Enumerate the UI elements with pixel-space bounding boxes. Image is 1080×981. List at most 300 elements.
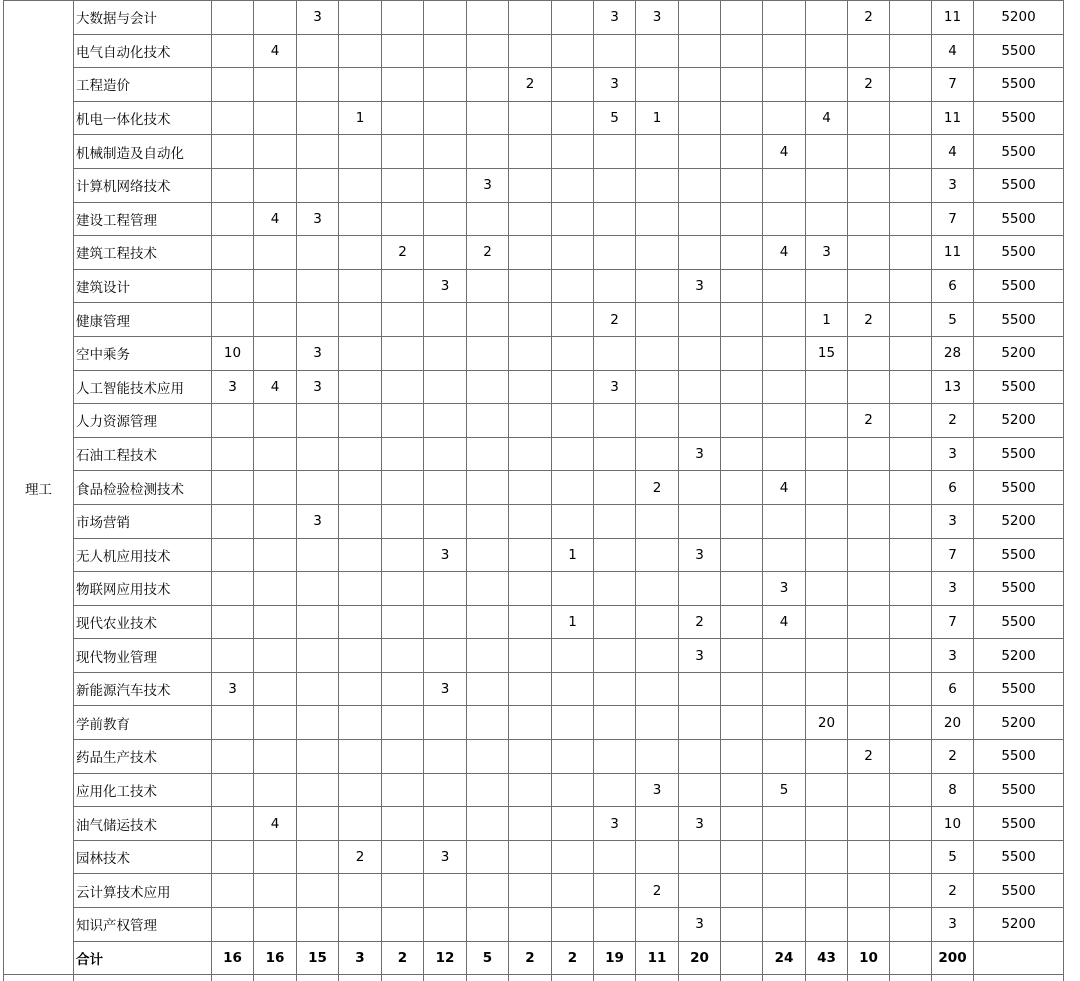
count-cell	[679, 706, 721, 740]
count-cell	[552, 672, 594, 706]
empty-cell	[721, 975, 763, 981]
count-cell: 15	[806, 336, 848, 370]
count-cell: 4	[254, 202, 297, 236]
count-cell	[212, 504, 254, 538]
count-cell	[721, 672, 763, 706]
count-cell	[382, 706, 424, 740]
table-row	[4, 471, 1064, 505]
count-cell	[848, 437, 890, 471]
tuition-cell: 5500	[974, 236, 1064, 270]
count-cell	[254, 404, 297, 438]
row-total-cell: 5	[932, 303, 974, 337]
tuition-cell: 5500	[974, 874, 1064, 908]
count-cell	[382, 908, 424, 942]
count-cell	[254, 504, 297, 538]
count-cell	[297, 639, 339, 673]
count-cell	[509, 101, 552, 135]
table-row	[4, 538, 1064, 572]
count-cell	[382, 572, 424, 606]
count-cell	[636, 68, 679, 102]
table-row	[4, 773, 1064, 807]
count-cell	[509, 672, 552, 706]
count-cell	[848, 504, 890, 538]
count-cell	[679, 504, 721, 538]
count-cell: 10	[212, 336, 254, 370]
count-cell	[890, 303, 932, 337]
count-cell	[679, 202, 721, 236]
count-cell	[212, 908, 254, 942]
tuition-cell: 5500	[974, 101, 1064, 135]
count-cell: 4	[254, 34, 297, 68]
count-cell	[552, 336, 594, 370]
total-count-cell: 3	[339, 941, 382, 975]
count-cell	[763, 303, 806, 337]
table-row	[4, 874, 1064, 908]
count-cell	[890, 101, 932, 135]
total-count-cell: 20	[679, 941, 721, 975]
total-count-cell: 11	[636, 941, 679, 975]
count-cell	[467, 135, 509, 169]
tuition-cell: 5500	[974, 68, 1064, 102]
table-row	[4, 908, 1064, 942]
count-cell	[848, 236, 890, 270]
count-cell	[339, 34, 382, 68]
count-cell	[467, 672, 509, 706]
count-cell	[636, 135, 679, 169]
count-cell	[212, 236, 254, 270]
count-cell	[721, 269, 763, 303]
count-cell	[763, 437, 806, 471]
count-cell	[297, 740, 339, 774]
count-cell	[382, 101, 424, 135]
count-cell	[890, 840, 932, 874]
total-count-cell: 24	[763, 941, 806, 975]
count-cell	[467, 1, 509, 35]
count-cell	[212, 135, 254, 169]
count-cell	[424, 370, 467, 404]
count-cell: 3	[594, 1, 636, 35]
tuition-cell: 5500	[974, 840, 1064, 874]
count-cell	[890, 874, 932, 908]
count-cell	[806, 370, 848, 404]
table-row	[4, 740, 1064, 774]
count-cell: 1	[552, 538, 594, 572]
count-cell	[212, 538, 254, 572]
count-cell	[212, 605, 254, 639]
count-cell	[806, 572, 848, 606]
tuition-cell: 5500	[974, 605, 1064, 639]
count-cell	[890, 572, 932, 606]
count-cell	[721, 101, 763, 135]
count-cell	[467, 68, 509, 102]
count-cell	[721, 908, 763, 942]
row-total-cell: 2	[932, 404, 974, 438]
count-cell	[594, 908, 636, 942]
count-cell	[594, 437, 636, 471]
count-cell	[763, 269, 806, 303]
count-cell	[763, 807, 806, 841]
major-name-cell: 建设工程管理	[74, 202, 212, 236]
count-cell	[636, 572, 679, 606]
count-cell	[467, 807, 509, 841]
count-cell	[721, 572, 763, 606]
count-cell	[721, 68, 763, 102]
row-total-cell: 3	[932, 168, 974, 202]
row-total-cell: 3	[932, 639, 974, 673]
total-count-cell	[890, 941, 932, 975]
category-cell: 理工	[4, 1, 74, 975]
count-cell	[890, 538, 932, 572]
count-cell	[467, 874, 509, 908]
count-cell: 1	[339, 101, 382, 135]
count-cell	[509, 840, 552, 874]
count-cell	[890, 336, 932, 370]
count-cell: 3	[679, 639, 721, 673]
count-cell	[636, 168, 679, 202]
row-total-cell: 10	[932, 807, 974, 841]
major-name-cell: 药品生产技术	[74, 740, 212, 774]
count-cell: 3	[297, 370, 339, 404]
empty-cell	[890, 975, 932, 981]
count-cell	[212, 572, 254, 606]
count-cell	[254, 840, 297, 874]
count-cell	[339, 1, 382, 35]
total-count-cell: 10	[848, 941, 890, 975]
count-cell	[254, 639, 297, 673]
count-cell	[254, 336, 297, 370]
count-cell	[339, 639, 382, 673]
count-cell	[339, 504, 382, 538]
count-cell	[254, 236, 297, 270]
major-name-cell: 计算机网络技术	[74, 168, 212, 202]
count-cell	[679, 572, 721, 606]
count-cell	[594, 168, 636, 202]
major-name-cell: 食品检验检测技术	[74, 471, 212, 505]
count-cell	[424, 773, 467, 807]
count-cell	[763, 404, 806, 438]
count-cell	[552, 202, 594, 236]
tuition-cell: 5500	[974, 807, 1064, 841]
empty-cell	[552, 975, 594, 981]
count-cell	[806, 840, 848, 874]
count-cell: 3	[763, 572, 806, 606]
empty-cell	[74, 975, 212, 981]
count-cell	[848, 538, 890, 572]
count-cell	[594, 706, 636, 740]
count-cell	[763, 68, 806, 102]
empty-cell	[974, 975, 1064, 981]
major-name-cell: 知识产权管理	[74, 908, 212, 942]
count-cell	[339, 908, 382, 942]
table-row	[4, 504, 1064, 538]
tuition-cell: 5500	[974, 773, 1064, 807]
count-cell	[763, 840, 806, 874]
tuition-cell: 5500	[974, 202, 1064, 236]
count-cell	[848, 572, 890, 606]
count-cell	[297, 168, 339, 202]
count-cell: 2	[636, 874, 679, 908]
count-cell	[552, 437, 594, 471]
count-cell	[254, 135, 297, 169]
count-cell	[806, 504, 848, 538]
count-cell	[382, 135, 424, 169]
table-row	[4, 236, 1064, 270]
table-row	[4, 303, 1064, 337]
count-cell	[806, 168, 848, 202]
count-cell	[890, 504, 932, 538]
count-cell	[721, 437, 763, 471]
tuition-cell: 5500	[974, 538, 1064, 572]
major-name-cell: 应用化工技术	[74, 773, 212, 807]
count-cell	[679, 303, 721, 337]
major-name-cell: 健康管理	[74, 303, 212, 337]
tuition-cell: 5500	[974, 370, 1064, 404]
table-row	[4, 706, 1064, 740]
count-cell	[297, 605, 339, 639]
row-total-cell: 8	[932, 773, 974, 807]
count-cell	[424, 68, 467, 102]
count-cell	[212, 202, 254, 236]
count-cell	[382, 370, 424, 404]
count-cell: 3	[297, 1, 339, 35]
total-count-cell	[974, 941, 1064, 975]
empty-cell	[382, 975, 424, 981]
row-total-cell: 4	[932, 34, 974, 68]
count-cell	[636, 706, 679, 740]
count-cell	[890, 437, 932, 471]
table-row	[4, 34, 1064, 68]
count-cell	[254, 874, 297, 908]
table-row	[4, 572, 1064, 606]
count-cell	[806, 538, 848, 572]
count-cell	[509, 336, 552, 370]
count-cell	[679, 1, 721, 35]
count-cell	[382, 605, 424, 639]
count-cell: 3	[297, 336, 339, 370]
count-cell: 4	[254, 370, 297, 404]
count-cell	[806, 807, 848, 841]
total-count-cell: 19	[594, 941, 636, 975]
count-cell	[721, 135, 763, 169]
tuition-cell: 5500	[974, 672, 1064, 706]
count-cell	[382, 336, 424, 370]
count-cell	[509, 471, 552, 505]
count-cell	[763, 639, 806, 673]
count-cell	[721, 874, 763, 908]
row-total-cell: 11	[932, 101, 974, 135]
count-cell	[467, 404, 509, 438]
count-cell	[848, 101, 890, 135]
count-cell	[679, 874, 721, 908]
count-cell	[552, 471, 594, 505]
count-cell	[636, 840, 679, 874]
count-cell	[509, 538, 552, 572]
count-cell	[382, 269, 424, 303]
count-cell: 3	[297, 202, 339, 236]
major-name-cell: 云计算技术应用	[74, 874, 212, 908]
count-cell	[636, 303, 679, 337]
count-cell: 3	[806, 236, 848, 270]
count-cell	[763, 874, 806, 908]
count-cell	[467, 706, 509, 740]
count-cell: 3	[679, 538, 721, 572]
total-label-cell: 合计	[74, 941, 212, 975]
count-cell: 5	[763, 773, 806, 807]
major-name-cell: 建筑设计	[74, 269, 212, 303]
count-cell: 2	[594, 303, 636, 337]
row-total-cell: 11	[932, 1, 974, 35]
count-cell	[297, 34, 339, 68]
count-cell	[467, 269, 509, 303]
count-cell	[212, 807, 254, 841]
count-cell	[212, 68, 254, 102]
count-cell	[890, 605, 932, 639]
count-cell	[806, 874, 848, 908]
count-cell	[424, 303, 467, 337]
count-cell	[212, 269, 254, 303]
row-total-cell: 7	[932, 605, 974, 639]
count-cell	[594, 605, 636, 639]
count-cell	[636, 404, 679, 438]
count-cell	[382, 68, 424, 102]
count-cell: 3	[212, 370, 254, 404]
tuition-cell: 5500	[974, 572, 1064, 606]
count-cell	[890, 471, 932, 505]
count-cell	[339, 706, 382, 740]
count-cell	[721, 471, 763, 505]
count-cell	[848, 672, 890, 706]
count-cell: 4	[763, 605, 806, 639]
empty-cell	[297, 975, 339, 981]
row-total-cell: 3	[932, 437, 974, 471]
empty-cell	[212, 975, 254, 981]
count-cell	[212, 303, 254, 337]
count-cell	[254, 672, 297, 706]
count-cell	[297, 807, 339, 841]
count-cell	[763, 538, 806, 572]
count-cell	[467, 101, 509, 135]
count-cell	[467, 437, 509, 471]
count-cell	[297, 404, 339, 438]
table-row	[4, 605, 1064, 639]
count-cell	[297, 437, 339, 471]
count-cell	[636, 269, 679, 303]
row-total-cell: 6	[932, 269, 974, 303]
count-cell	[890, 202, 932, 236]
count-cell	[297, 908, 339, 942]
empty-cell	[424, 975, 467, 981]
count-cell	[679, 135, 721, 169]
count-cell	[424, 504, 467, 538]
count-cell	[721, 504, 763, 538]
count-cell	[339, 135, 382, 169]
count-cell: 3	[679, 437, 721, 471]
count-cell	[382, 34, 424, 68]
major-name-cell: 物联网应用技术	[74, 572, 212, 606]
count-cell	[806, 639, 848, 673]
count-cell: 2	[848, 404, 890, 438]
count-cell	[594, 34, 636, 68]
count-cell	[594, 538, 636, 572]
row-total-cell: 6	[932, 471, 974, 505]
count-cell	[806, 1, 848, 35]
count-cell	[212, 740, 254, 774]
table-row	[4, 437, 1064, 471]
tuition-cell: 5500	[974, 437, 1064, 471]
count-cell	[594, 269, 636, 303]
count-cell	[594, 404, 636, 438]
row-total-cell: 28	[932, 336, 974, 370]
row-total-cell: 7	[932, 68, 974, 102]
count-cell	[297, 773, 339, 807]
count-cell	[721, 303, 763, 337]
major-name-cell: 园林技术	[74, 840, 212, 874]
count-cell	[552, 773, 594, 807]
count-cell	[721, 639, 763, 673]
empty-cell	[339, 975, 382, 981]
tuition-cell: 5200	[974, 908, 1064, 942]
count-cell	[636, 538, 679, 572]
count-cell: 3	[297, 504, 339, 538]
count-cell	[848, 34, 890, 68]
count-cell	[509, 773, 552, 807]
major-name-cell: 机械制造及自动化	[74, 135, 212, 169]
table-row	[4, 202, 1064, 236]
count-cell	[636, 504, 679, 538]
count-cell	[848, 706, 890, 740]
table-row	[4, 168, 1064, 202]
empty-cell	[636, 975, 679, 981]
count-cell	[721, 34, 763, 68]
count-cell	[382, 504, 424, 538]
empty-cell	[509, 975, 552, 981]
count-cell	[254, 471, 297, 505]
count-cell	[679, 672, 721, 706]
count-cell	[890, 773, 932, 807]
count-cell	[848, 471, 890, 505]
count-cell	[552, 874, 594, 908]
count-cell	[424, 908, 467, 942]
count-cell	[339, 303, 382, 337]
count-cell	[509, 34, 552, 68]
count-cell	[382, 538, 424, 572]
count-cell	[679, 168, 721, 202]
empty-cell	[467, 975, 509, 981]
empty-cell	[594, 975, 636, 981]
major-name-cell: 大数据与会计	[74, 1, 212, 35]
count-cell	[467, 538, 509, 572]
empty-cell	[254, 975, 297, 981]
count-cell	[339, 572, 382, 606]
count-cell	[297, 236, 339, 270]
count-cell: 3	[212, 672, 254, 706]
count-cell	[297, 672, 339, 706]
count-cell	[467, 773, 509, 807]
count-cell	[636, 672, 679, 706]
count-cell: 2	[382, 236, 424, 270]
table-row	[4, 370, 1064, 404]
count-cell: 3	[636, 773, 679, 807]
count-cell	[594, 202, 636, 236]
total-count-cell	[721, 941, 763, 975]
empty-cell	[806, 975, 848, 981]
count-cell	[424, 605, 467, 639]
count-cell	[339, 874, 382, 908]
count-cell	[424, 404, 467, 438]
count-cell: 2	[848, 303, 890, 337]
count-cell	[467, 504, 509, 538]
count-cell: 2	[848, 68, 890, 102]
